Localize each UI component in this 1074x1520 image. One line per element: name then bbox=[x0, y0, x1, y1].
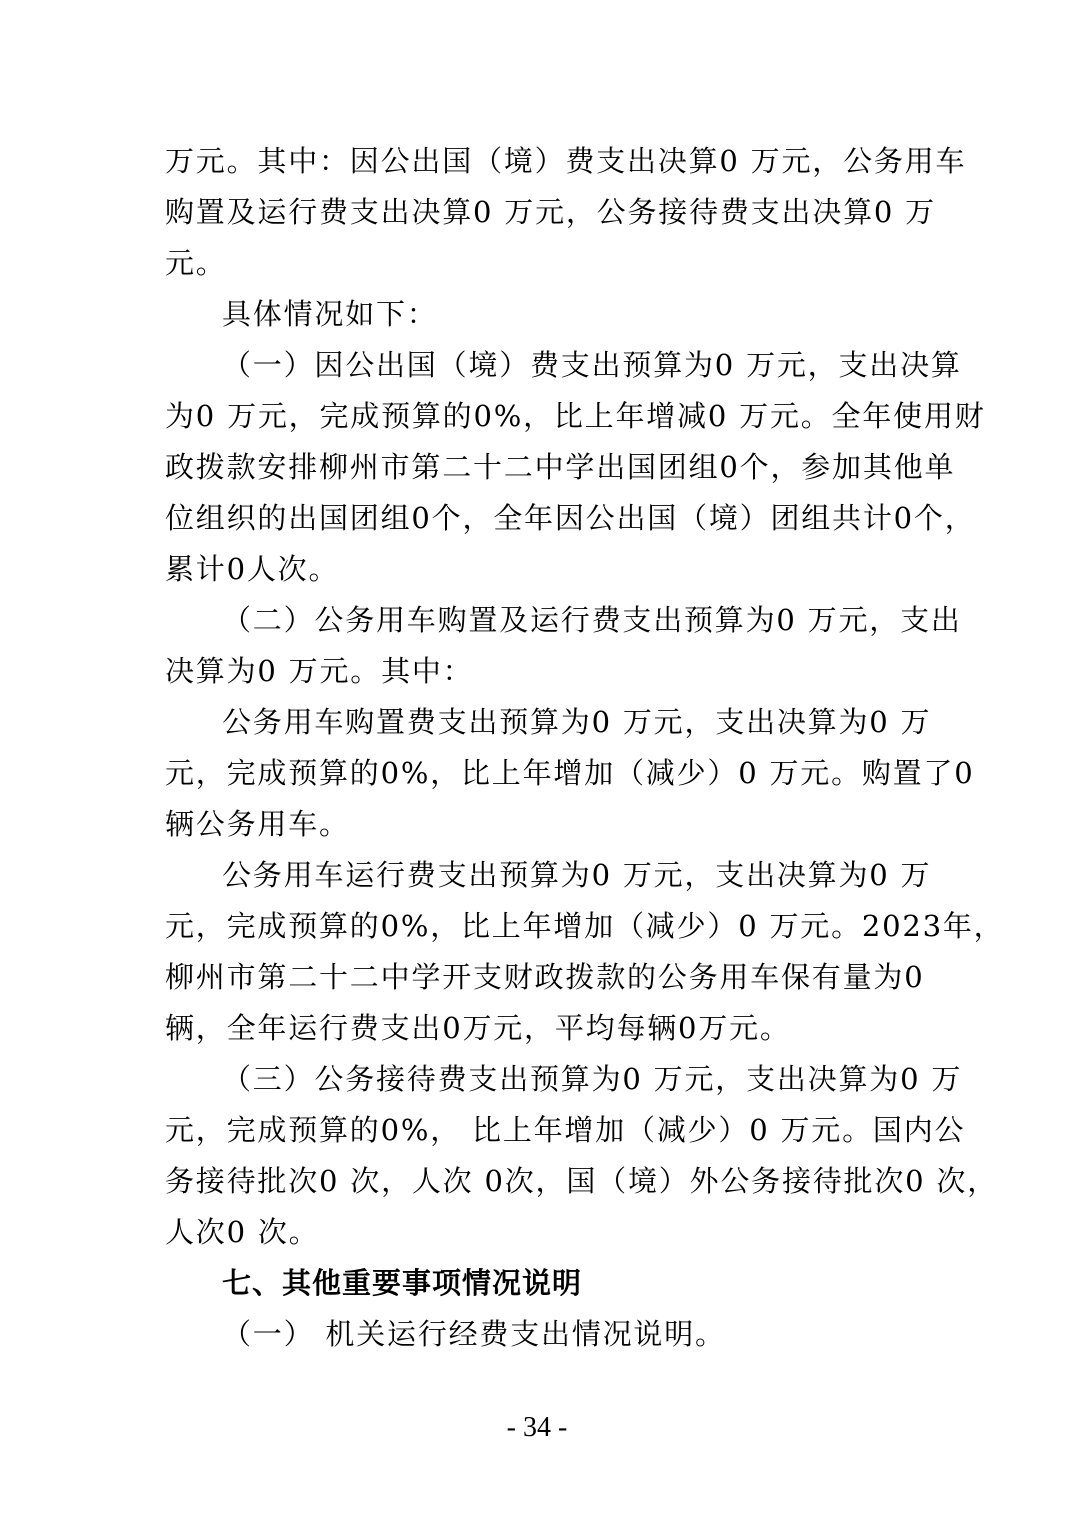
item-three-line-1: （三）公务接待费支出预算为0 万元，支出决算为0 万 bbox=[222, 1062, 963, 1096]
item-two-line-2: 决算为0 万元。其中： bbox=[165, 654, 474, 688]
vehicle-purchase-line-2: 元，完成预算的0%，比上年增加（减少）0 万元。购置了0 bbox=[165, 756, 975, 790]
item-one-line-3: 政拨款安排柳州市第二十二中学出国团组0个，参加其他单 bbox=[165, 450, 956, 484]
page-number: - 34 - bbox=[506, 1412, 568, 1443]
section-seven-heading: 七、其他重要事项情况说明 bbox=[222, 1266, 583, 1300]
text-line-1: 万元。其中：因公出国（境）费支出决算0 万元，公务用车 bbox=[165, 144, 967, 178]
section-intro-line: 具体情况如下： bbox=[222, 297, 438, 331]
item-three-line-4: 人次0 次。 bbox=[165, 1215, 320, 1249]
item-one-line-5: 累计0人次。 bbox=[165, 552, 340, 586]
item-three-line-2: 元，完成预算的0%， 比上年增加（减少）0 万元。国内公 bbox=[165, 1113, 966, 1147]
item-one-line-4: 位组织的出国团组0个，全年因公出国（境）团组共计0个， bbox=[165, 501, 976, 535]
vehicle-operation-line-3: 柳州市第二十二中学开支财政拨款的公务用车保有量为0 bbox=[165, 960, 925, 994]
vehicle-operation-line-1: 公务用车运行费支出预算为0 万元，支出决算为0 万 bbox=[222, 858, 932, 892]
text-line-2: 购置及运行费支出决算0 万元，公务接待费支出决算0 万 bbox=[165, 195, 936, 229]
subsection-one-heading: （一） 机关运行经费支出情况说明。 bbox=[222, 1317, 726, 1351]
item-two-line-1: （二）公务用车购置及运行费支出预算为0 万元，支出 bbox=[222, 603, 962, 637]
text-line-3: 元。 bbox=[165, 246, 227, 280]
vehicle-operation-line-2: 元，完成预算的0%，比上年增加（减少）0 万元。2023年， bbox=[165, 909, 1005, 943]
vehicle-purchase-line-3: 辆公务用车。 bbox=[165, 807, 350, 841]
vehicle-purchase-line-1: 公务用车购置费支出预算为0 万元，支出决算为0 万 bbox=[222, 705, 932, 739]
item-one-line-2: 为0 万元，完成预算的0%，比上年增减0 万元。全年使用财 bbox=[165, 399, 986, 433]
vehicle-operation-line-4: 辆，全年运行费支出0万元，平均每辆0万元。 bbox=[165, 1011, 791, 1045]
item-three-line-3: 务接待批次0 次，人次 0次，国（境）外公务接待批次0 次， bbox=[165, 1164, 999, 1198]
item-one-line-1: （一）因公出国（境）费支出预算为0 万元，支出决算 bbox=[222, 348, 962, 382]
